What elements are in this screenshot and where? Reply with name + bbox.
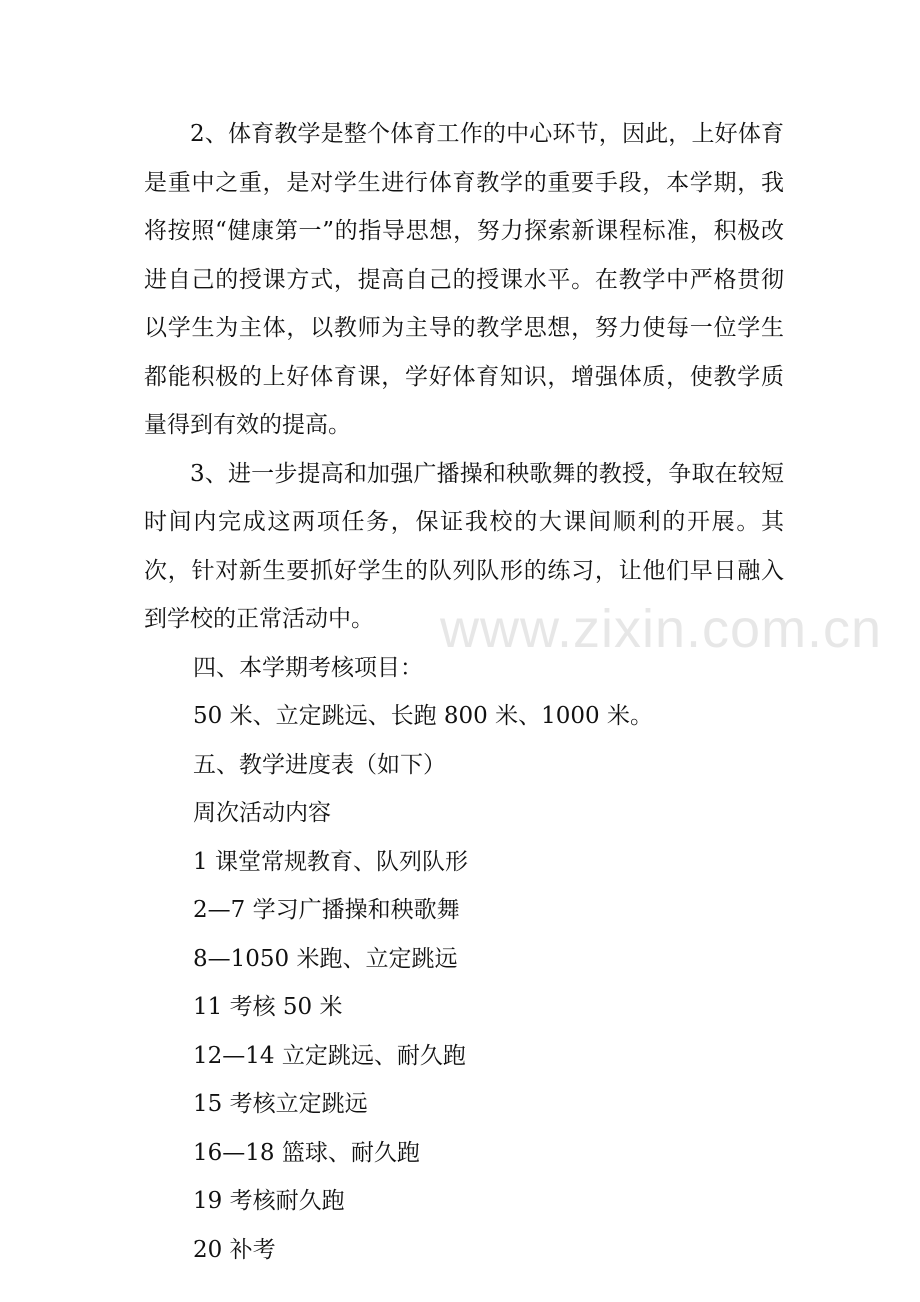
section-heading-schedule: 五、教学进度表（如下） [193, 751, 446, 778]
assessment-items: 50 米、立定跳远、长跑 800 米、1000 米。 [193, 703, 653, 729]
schedule-row: 8—1050 米跑、立定跳远 [193, 945, 458, 972]
schedule-row: 12—14 立定跳远、耐久跑 [193, 1042, 466, 1069]
paragraph-broadcast-exercise: 3、进一步提高和加强广播操和秧歌舞的教授，争取在较短时间内完成这两项任务，保证我校的大课间顺利的开展。其次，针对新生要抓好学生的队列队形的练习，让他们早日融入到学校的正常活动中。 [144, 460, 784, 632]
schedule-row: 2—7 学习广播操和秧歌舞 [193, 897, 460, 923]
schedule-row: 16—18 篮球、耐久跑 [193, 1139, 420, 1166]
section-heading-assessment: 四、本学期考核项目： [193, 654, 423, 681]
document-body [144, 110, 784, 1274]
watermark: www.zixin.com.cn [440, 599, 883, 659]
schedule-row: 1 课堂常规教育、队列队形 [193, 848, 468, 875]
schedule-row: 15 考核立定跳远 [193, 1091, 368, 1117]
schedule-row: 19 考核耐久跑 [193, 1188, 345, 1214]
schedule-row: 11 考核 50 米 [193, 994, 343, 1020]
schedule-row: 20 补考 [193, 1236, 276, 1263]
schedule-header: 周次活动内容 [193, 800, 331, 826]
paragraph-teaching: 2、体育教学是整个体育工作的中心环节，因此，上好体育是重中之重，是对学生进行体育教学的重要手段，本学期，我将按照“健康第一”的指导思想，努力探索新课程标准，积极改进自己的授课方式，提高自己的授课水平。在教学中严格贯彻以学生为主体，以教师为主导的教学思想，努力使每一位学生都能积极的上好体育课，学好体育知识，增强体质，使教学质量得到有效的提高。 [144, 121, 784, 438]
